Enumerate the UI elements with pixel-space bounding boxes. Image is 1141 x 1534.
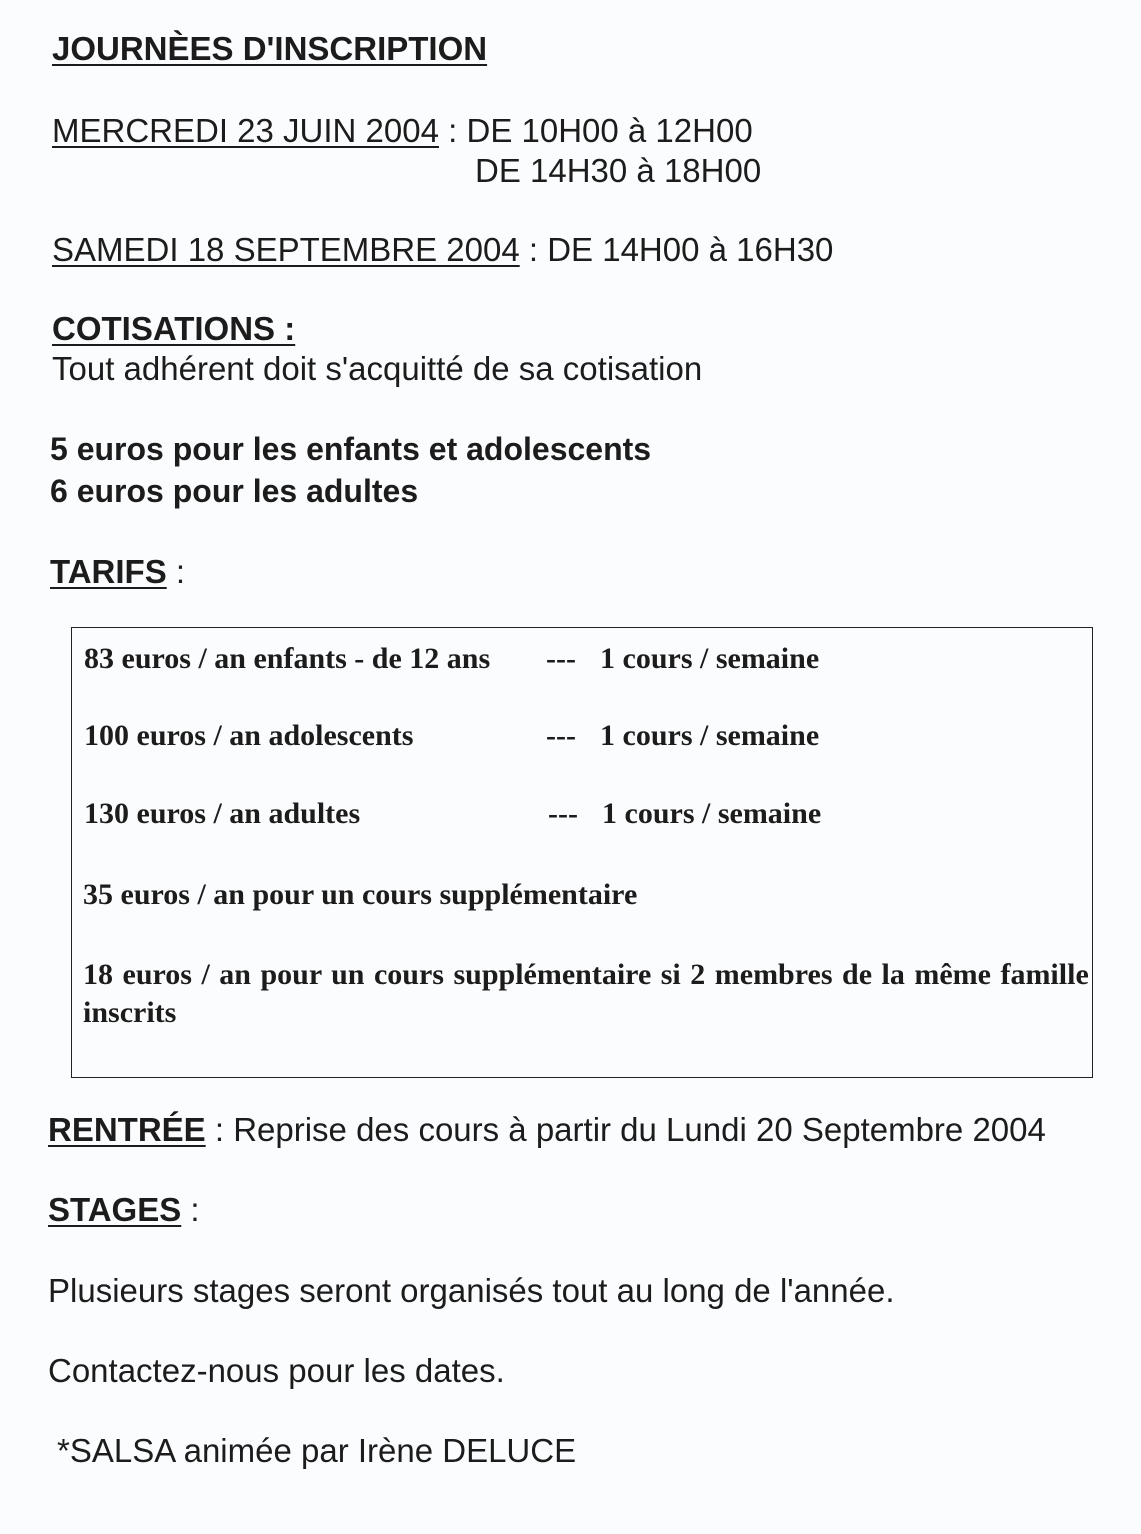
stages-heading-suffix: : xyxy=(181,1191,200,1228)
stages-heading-line xyxy=(48,1191,200,1229)
tarif-row-frequency: 1 cours / semaine xyxy=(600,642,820,675)
rentree-heading: RENTRÉE xyxy=(48,1111,206,1148)
tarifs-heading-line xyxy=(50,553,185,591)
cotisations-heading: COTISATIONS : xyxy=(52,310,296,347)
tarif-row-sep: --- xyxy=(546,719,576,752)
saturday-rest: : DE 14H00 à 16H30 xyxy=(519,231,834,268)
saturday-label: SAMEDI 18 SEPTEMBRE 2004 xyxy=(52,231,520,268)
tarif-row-sep: --- xyxy=(548,797,578,830)
cotisation-adults: 6 euros pour les adultes xyxy=(50,473,419,509)
tarif-row xyxy=(84,797,578,831)
stages-line-1: Plusieurs stages seront organisés tout au long de l'année. xyxy=(48,1272,895,1309)
rentree-text: : Reprise des cours à partir du Lundi 20 Septembre 2004 xyxy=(205,1111,1046,1148)
wednesday-sep: : xyxy=(438,112,467,149)
tarif-row-frequency: 1 cours / semaine xyxy=(602,797,822,830)
stages-line-2: Contactez-nous pour les dates. xyxy=(48,1352,505,1389)
tarif-row-frequency: 1 cours / semaine xyxy=(600,719,820,752)
tarif-row xyxy=(84,642,820,676)
stages-heading: STAGES xyxy=(48,1191,182,1228)
tarif-row-sep: --- xyxy=(546,642,576,675)
tarif-row-price: 130 euros / an adultes xyxy=(84,797,361,830)
tarif-row-price: 83 euros / an enfants - de 12 ans xyxy=(84,642,491,675)
cotisation-children: 5 euros pour les enfants et adolescents xyxy=(50,431,652,467)
wednesday-slot-1: DE 10H00 à 12H00 xyxy=(466,112,753,149)
stages-line-3: *SALSA animée par Irène DELUCE xyxy=(57,1432,577,1469)
tarifs-box xyxy=(71,627,1093,1078)
rentree-line xyxy=(48,1111,1046,1149)
tarifs-heading-suffix: : xyxy=(166,553,186,590)
tarif-row xyxy=(84,719,576,753)
inscription-heading: JOURNÈES D'INSCRIPTION xyxy=(52,30,488,67)
tarif-family-discount: 18 euros / an pour un cours supplémentaire si 2 membres de la même famille inscrits xyxy=(83,958,1089,1029)
tarifs-heading: TARIFS xyxy=(50,553,167,590)
wednesday-line xyxy=(52,112,753,150)
cotisations-intro: Tout adhérent doit s'acquitté de sa cotisation xyxy=(52,350,703,387)
tarif-extra-course: 35 euros / an pour un cours supplémentaire xyxy=(83,878,638,911)
wednesday-slot-2: DE 14H30 à 18H00 xyxy=(475,152,762,189)
wednesday-label: MERCREDI 23 JUIN 2004 xyxy=(52,112,439,149)
saturday-line xyxy=(52,231,833,269)
tarif-row-price: 100 euros / an adolescents xyxy=(84,719,414,752)
